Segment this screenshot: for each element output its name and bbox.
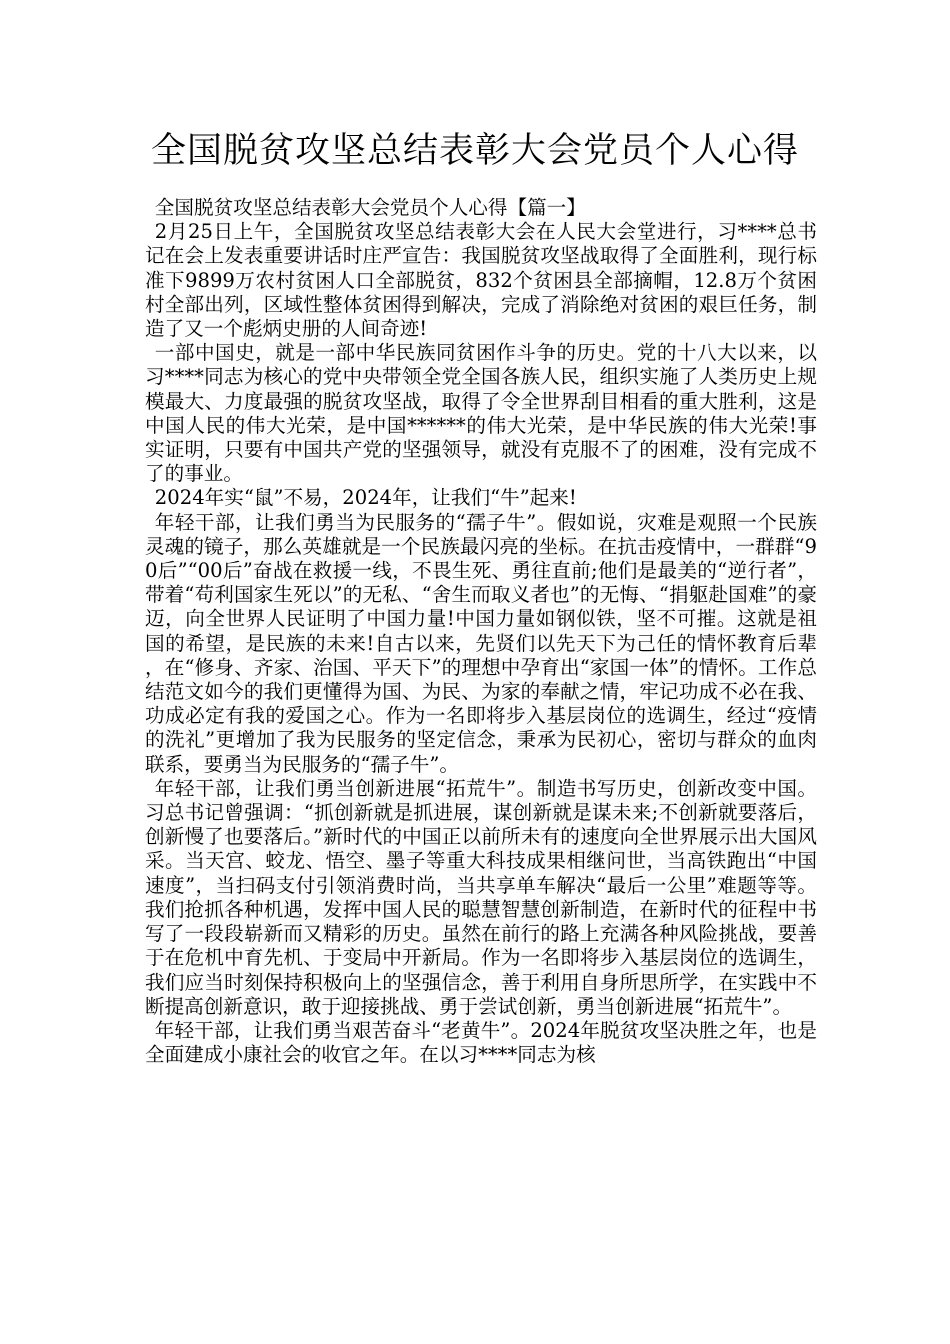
paragraph: 一部中国史，就是一部中华民族同贫困作斗争的历史。党的十八大以来，以习****同志为核心的党中央带领全党全国各族人民，组织实施了人类历史上规模最大、力度最强的脱贫攻坚战，取得了令全世界刮目相看的重大胜利，这是中国人民的伟大光荣，是中国******的伟大光荣，是中华民族的伟大光荣!事实证明，只要有中国共产党的坚强领导，就没有克服不了的困难，没有完成不了的事业。: [145, 341, 817, 486]
paragraph: 年轻干部，让我们勇当创新进展“拓荒牛”。制造书写历史，创新改变中国。习总书记曾强调：“抓创新就是抓进展，谋创新就是谋未来;不创新就要落后，创新慢了也要落后。”新时代的中国正以前所未有的速度向全世界展示出大国风采。当天宫、蛟龙、悟空、墨子等重大科技成果相继问世，当高铁跑出“中国速度”，当扫码支付引领消费时尚，当共享单车解决“最后一公里”难题等等。我们抢抓各种机遇，发挥中国人民的聪慧智慧创新制造，在新时代的征程中书写了一段段崭新而又精彩的历史。虽然在前行的路上充满各种风险挑战，要善于在危机中育先机、于变局中开新局。作为一名即将步入基层岗位的选调生，我们应当时刻保持积极向上的坚强信念，善于利用自身所思所学，在实践中不断提高创新意识，敢于迎接挑战、勇于尝试创新，勇当创新进展“拓荒牛”。: [145, 776, 817, 1018]
document-body: [145, 196, 817, 1067]
paragraph: 年轻干部，让我们勇当艰苦奋斗“老黄牛”。2024年脱贫攻坚决胜之年，也是全面建成小康社会的收官之年。在以习****同志为核: [145, 1018, 817, 1067]
paragraph: 2月25日上午，全国脱贫攻坚总结表彰大会在人民大会堂进行，习****总书记在会上发表重要讲话时庄严宣告：我国脱贫攻坚战取得了全面胜利，现行标准下9899万农村贫困人口全部脱贫，832个贫困县全部摘帽，12.8万个贫困村全部出列，区域性整体贫困得到解决，完成了消除绝对贫困的艰巨任务，制造了又一个彪炳史册的人间奇迹!: [145, 220, 817, 341]
page-title: 全国脱贫攻坚总结表彰大会党员个人心得: [150, 131, 799, 171]
paragraph: 2024年实“鼠”不易，2024年，让我们“牛”起来!: [154, 486, 577, 510]
paragraph: 年轻干部，让我们勇当为民服务的“孺子牛”。假如说，灾难是观照一个民族灵魂的镜子，那么英雄就是一个民族最闪亮的坐标。在抗击疫情中，一群群“90后”“00后”奋战在救援一线，不畏生死、勇往直前;他们是最美的“逆行者”，带着“苟利国家生死以”的无私、“舍生而取义者也”的无悔、“捐躯赴国难”的豪迈，向全世界人民证明了中国力量!中国力量如钢似铁，坚不可摧。这就是祖国的希望，是民族的未来!自古以来，先贤们以先天下为己任的情怀教育后辈，在“修身、齐家、治国、平天下”的理想中孕育出“家国一体”的情怀。工作总结范文如今的我们更懂得为国、为民、为家的奉献之情，牢记功成不必在我、功成必定有我的爱国之心。作为一名即将步入基层岗位的选调生，经过“疫情的洗礼”更增加了我为民服务的坚定信念，秉承为民初心，密切与群众的血肉联系，要勇当为民服务的“孺子牛”。: [145, 510, 817, 776]
section-heading: 全国脱贫攻坚总结表彰大会党员个人心得【篇一】: [154, 196, 586, 219]
